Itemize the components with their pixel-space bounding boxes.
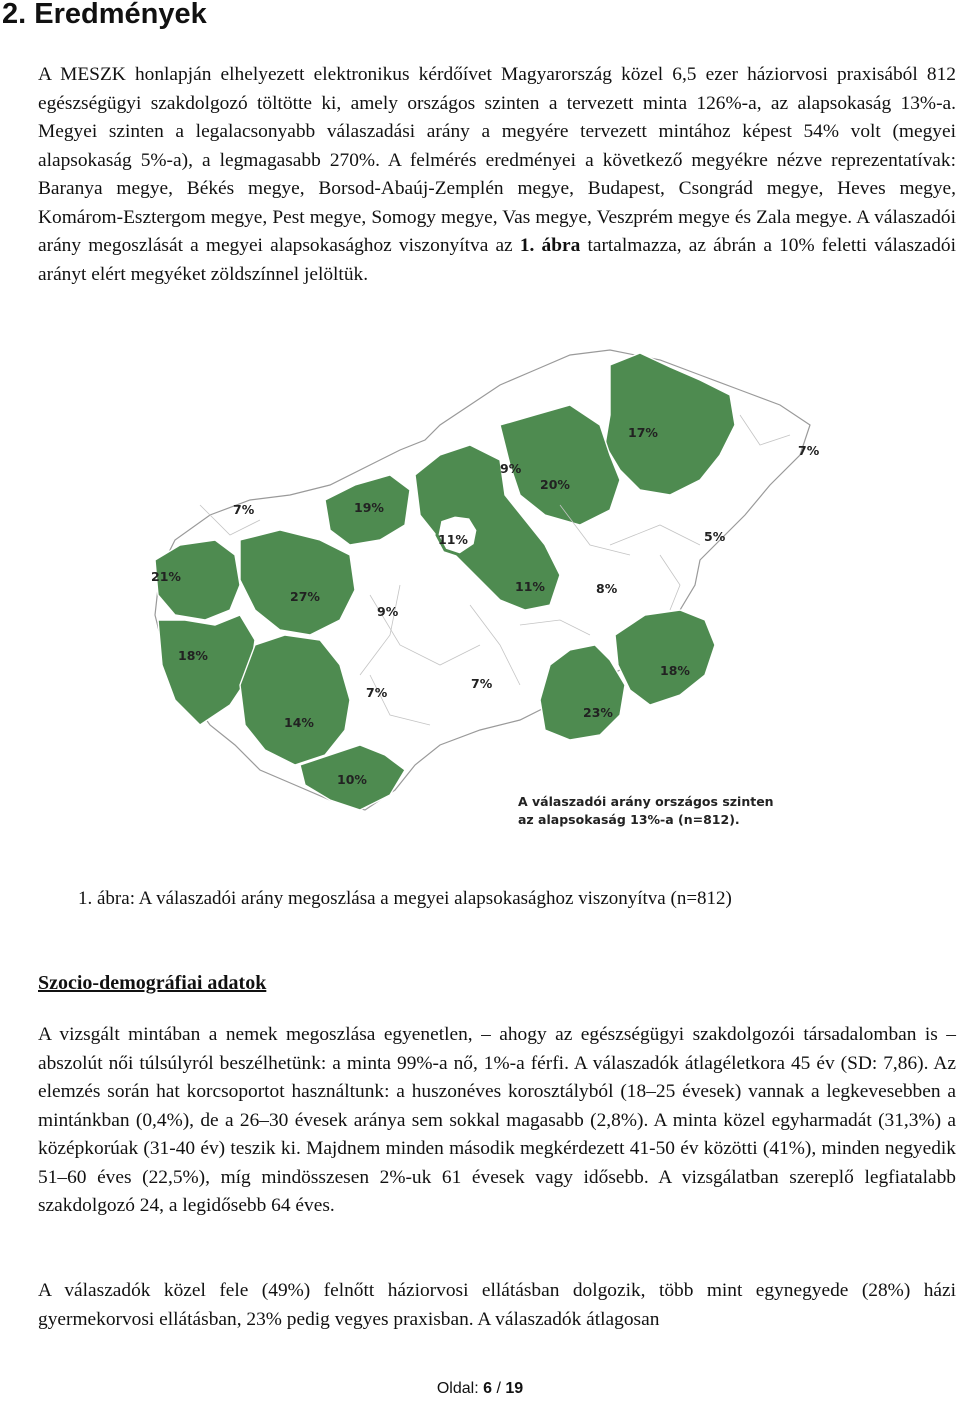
label-zala: 18% — [178, 648, 208, 663]
county-map — [140, 345, 820, 845]
label-pest: 11% — [515, 579, 545, 594]
label-nograd: 9% — [500, 461, 522, 476]
label-bacs: 7% — [471, 676, 493, 691]
subsection-title: Szocio-demográfiai adatok — [38, 972, 267, 994]
label-komarom: 19% — [354, 500, 384, 515]
label-szabolcs: 7% — [798, 443, 820, 458]
county-bekes — [615, 610, 715, 705]
label-hajdu: 5% — [704, 529, 726, 544]
label-csongrad: 23% — [583, 705, 613, 720]
label-szolnok: 8% — [596, 581, 618, 596]
intro-paragraph — [38, 61, 956, 289]
label-bekes: 18% — [660, 663, 690, 678]
intro-text-1: A MESZK honlapján elhelyezett elektronikus kérdőívet Magyarország közel 6,5 ezer háziorvosi praxisából 812 egészségügyi szakdolgozó töltötte ki, amely országos szinten a tervezett minta 126%-a, az alapsokaság 13%-a. Megyei szinten a legalacsonyabb válaszadási arány a megyére tervezett mintához képest 54% volt (megyei alapsokaság 5%-a), a legmagasabb 270%. A felmérés eredményei a következő megyékre nézve reprezentatívak: Baranya megye, Békés megye, Borsod-Abaúj-Zemplén megye, Budapest, Csongrád megye, Heves megye, Komárom-Esztergom megye, Pest megye, Somogy megye, Vas megye, Veszprém megye és Zala megye. A válaszadói arány megoszlását a megyei alapsokasághoz viszonyítva az — [38, 64, 956, 256]
figure-caption: 1. ábra: A válaszadói arány megoszlása a megyei alapsokasághoz viszonyítva (n=812) — [78, 888, 732, 909]
page-number: 6 — [483, 1380, 492, 1397]
label-heves: 20% — [540, 477, 570, 492]
label-vas: 21% — [151, 569, 181, 584]
page-total: 19 — [505, 1380, 524, 1397]
page-separator: / — [492, 1380, 506, 1397]
section-heading: 2. Eredmények — [2, 0, 207, 30]
label-tolna: 7% — [366, 685, 388, 700]
label-gyor: 7% — [233, 502, 255, 517]
practice-paragraph: A válaszadók közel fele (49%) felnőtt háziorvosi ellátásban dolgozik, több mint egynegyede (28%) házi gyermekorvosi ellátásban, 23% pedig vegyes praxisban. A válaszadók átlagosan — [38, 1280, 956, 1330]
map-note-line-1: A válaszadói arány országos szinten — [518, 794, 774, 809]
page-footer — [0, 1380, 960, 1398]
map-note-line-2: az alapsokaság 13%-a (n=812). — [518, 812, 740, 827]
intro-text-2: tartalmazza, az ábrán a 10% feletti válaszadói arányt elért megyéket zöldszínnel jelöltük. — [38, 235, 956, 285]
label-veszprem: 27% — [290, 589, 320, 604]
label-budapest: 11% — [438, 532, 468, 547]
label-somogy: 14% — [284, 715, 314, 730]
label-baranya: 10% — [337, 772, 367, 787]
label-borsod: 17% — [628, 425, 658, 440]
demographics-paragraph: A vizsgált mintában a nemek megoszlása egyenetlen, – ahogy az egészségügyi szakdolgozói társadalomban is – abszolút női túlsúlyról beszélhetünk: a minta 99%-a nő, 1%-a férfi. A válaszadók átlagéletkora 45 év (SD: 7,86). Az elemzés során hat korcsoportot használtunk: a huszonéves korosztályból (18–25 évesek) vannak a legkevesebben a mintánkban (0,4%), de a 26–30 évesek aránya sem sokkal magasabb (2,8%). A minta közel egyharmadát (31,3%) a középkorúak (31-40 év) teszik ki. Majdnem minden második megkérdezett 41-50 év közötti (41%), minden negyedik 51–60 éves (22,5%), míg mindösszesen 2%-uk 61 évesek vagy idősebb. A vizsgálatban szereplő legfiatalabb szakdolgozó 24, a legidősebb 64 éves. — [38, 1024, 956, 1216]
page-label: Oldal: — [436, 1380, 484, 1397]
figure-reference: 1. ábra — [519, 235, 581, 256]
hungary-map-figure — [140, 345, 820, 845]
label-fejer: 9% — [377, 604, 399, 619]
